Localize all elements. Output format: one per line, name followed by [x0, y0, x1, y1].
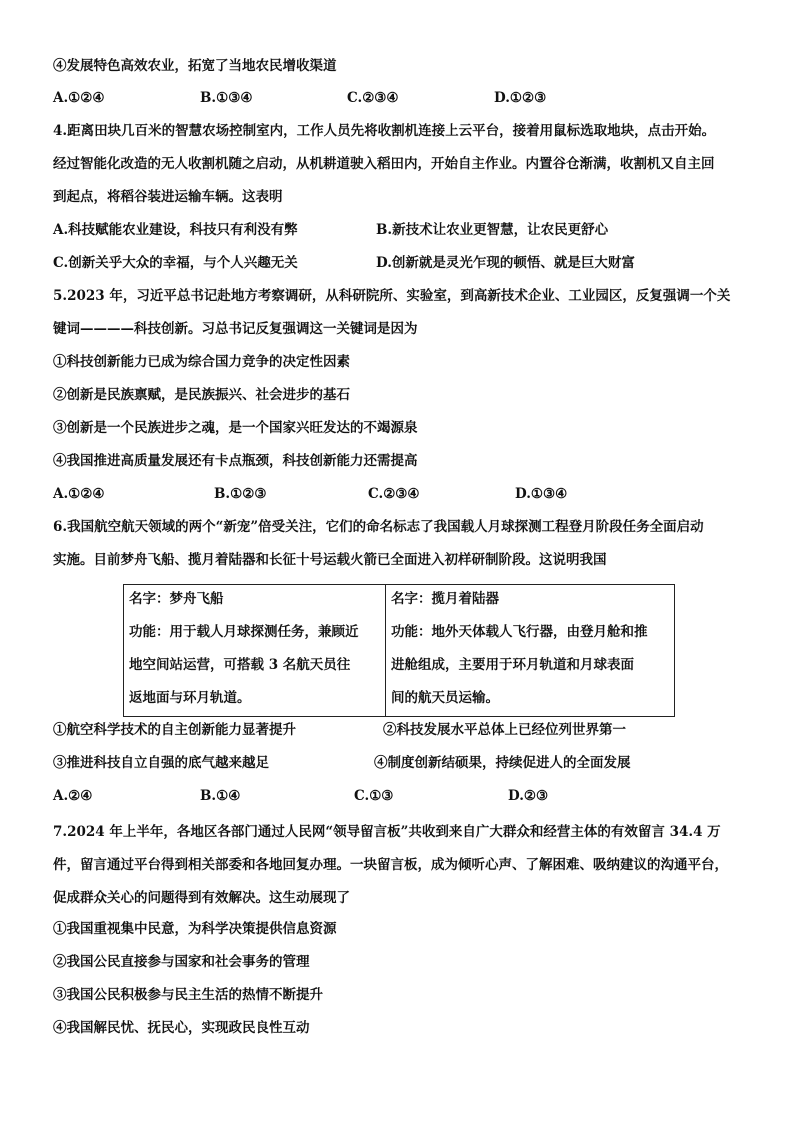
q5-statement-4: ④我国推进高质量发展还有卡点瓶颈，科技创新能力还需提高 [53, 453, 418, 469]
lanyue-name: 名字：揽月着陆器 [391, 591, 499, 607]
q3-option-4: ④发展特色高效农业，拓宽了当地农民增收渠道 [53, 58, 337, 74]
q3-answer-d: D.①②③ [494, 90, 547, 106]
mengzhou-name: 名字：梦舟飞船 [129, 591, 224, 607]
lanyue-function-line-3: 间的航天员运输。 [391, 690, 499, 706]
q4-answer-a: A.科技赋能农业建设，科技只有利没有弊 [53, 222, 298, 238]
q7-statement-1: ①我国重视集中民意，为科学决策提供信息资源 [53, 921, 337, 937]
q7-statement-2: ②我国公民直接参与国家和社会事务的管理 [53, 954, 310, 970]
q3-answer-a: A.①②④ [53, 90, 105, 106]
q5-answer-c: C.②③④ [368, 486, 420, 502]
q5-statement-2: ②创新是民族禀赋，是民族振兴、社会进步的基石 [53, 387, 350, 403]
q4-stem-line-1: 4.距离田块几百米的智慧农场控制室内，工作人员先将收割机连接上云平台，接着用鼠标选取地块，点击开始。 [53, 123, 716, 139]
mengzhou-function-line-2: 地空间站运营，可搭载 3 名航天员往 [129, 657, 351, 673]
q6-answer-c: C.①③ [354, 788, 394, 804]
table-divider [385, 585, 386, 716]
q3-answer-b: B.①③④ [200, 90, 253, 106]
q7-stem-line-1: 7.2024 年上半年，各地区各部门通过人民网“领导留言板”共收到来自广大群众和经营主体的有效留言 34.4 万 [53, 824, 721, 840]
q6-statement-1: ①航空科学技术的自主创新能力显著提升 [53, 722, 296, 738]
q6-stem-line-1: 6.我国航空航天领域的两个“新宠”倍受关注，它们的命名标志了我国载人月球探测工程登月阶段任务全面启动 [53, 519, 704, 535]
q7-stem-line-3: 促成群众关心的问题得到有效解决。这生动展现了 [53, 890, 350, 906]
q4-stem-line-3: 到起点，将稻谷装进运输车辆。这表明 [53, 189, 283, 205]
q6-statement-3: ③推进科技自立自强的底气越来越足 [53, 755, 269, 771]
q4-answer-c: C.创新关乎大众的幸福，与个人兴趣无关 [53, 255, 298, 271]
q4-answer-b: B.新技术让农业更智慧，让农民更舒心 [376, 222, 609, 238]
q5-stem-line-2: 键词————科技创新。习总书记反复强调这一关键词是因为 [53, 321, 418, 337]
q7-stem-line-2: 件，留言通过平台得到相关部委和各地回复办理。一块留言板，成为倾听心声、了解困难、吸纳建议的沟通平台， [53, 857, 728, 873]
q5-statement-3: ③创新是一个民族进步之魂，是一个国家兴旺发达的不竭源泉 [53, 420, 418, 436]
lanyue-function-line-1: 功能：地外天体载人飞行器，由登月舱和推 [391, 624, 648, 640]
mengzhou-function-line-3: 返地面与环月轨道。 [129, 690, 251, 706]
q5-stem-line-1: 5.2023 年，习近平总书记赴地方考察调研，从科研院所、实验室，到高新技术企业、工业园区，反复强调一个关 [53, 288, 731, 304]
spacecraft-table [123, 584, 675, 717]
q4-answer-d: D.创新就是灵光乍现的顿悟、就是巨大财富 [376, 255, 635, 271]
q4-stem-line-2: 经过智能化改造的无人收割机随之启动，从机耕道驶入稻田内，开始自主作业。内置谷仓渐满，收割机又自主回 [53, 156, 715, 172]
q6-answer-a: A.②④ [53, 788, 93, 804]
q5-statement-1: ①科技创新能力已成为综合国力竞争的决定性因素 [53, 354, 350, 370]
lanyue-function-line-2: 进舱组成，主要用于环月轨道和月球表面 [391, 657, 634, 673]
q6-answer-b: B.①④ [200, 788, 241, 804]
q5-answer-b: B.①②③ [214, 486, 267, 502]
q6-stem-line-2: 实施。目前梦舟飞船、揽月着陆器和长征十号运载火箭已全面进入初样研制阶段。这说明我国 [53, 552, 607, 568]
q6-answer-d: D.②③ [508, 788, 549, 804]
q6-statement-4: ④制度创新结硕果，持续促进人的全面发展 [374, 755, 631, 771]
q7-statement-4: ④我国解民忧、抚民心，实现政民良性互动 [53, 1020, 310, 1036]
q6-statement-2: ②科技发展水平总体上已经位列世界第一 [383, 722, 626, 738]
mengzhou-function-line-1: 功能：用于载人月球探测任务，兼顾近 [129, 624, 359, 640]
q5-answer-d: D.①③④ [515, 486, 568, 502]
q5-answer-a: A.①②④ [53, 486, 105, 502]
q7-statement-3: ③我国公民积极参与民主生活的热情不断提升 [53, 987, 323, 1003]
q3-answer-c: C.②③④ [347, 90, 399, 106]
